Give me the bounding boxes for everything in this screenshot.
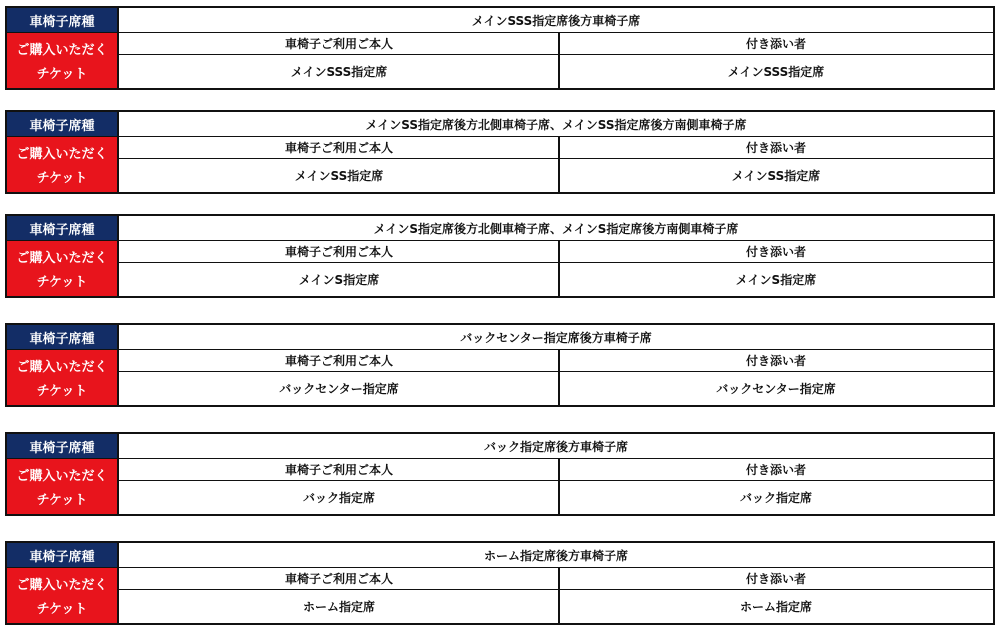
header-row <box>119 33 993 55</box>
companion-ticket: メインSSS指定席 <box>727 65 825 79</box>
row-labels <box>7 112 117 192</box>
ticket-row <box>119 481 993 514</box>
ticket-label-line2: チケット <box>36 170 88 186</box>
ticket-label-line2: チケット <box>36 601 88 617</box>
seat-type-label: 車椅子席種 <box>7 216 117 241</box>
wheelchair-user-header: 車椅子ご利用ご本人 <box>284 245 393 259</box>
ticket-label-line1: ご購入いただく <box>16 43 108 59</box>
wheelchair-user-ticket: バックセンター指定席 <box>279 382 399 396</box>
ticket-label <box>7 33 117 88</box>
ticket-label <box>7 241 117 296</box>
companion-ticket: バックセンター指定席 <box>716 382 836 396</box>
column-divider <box>558 137 560 192</box>
seat-block-ss <box>5 110 995 194</box>
companion-header: 付き添い者 <box>745 354 806 368</box>
seat-block-home <box>5 541 995 625</box>
row-labels <box>7 8 117 88</box>
wheelchair-user-header: 車椅子ご利用ご本人 <box>284 463 393 477</box>
companion-header: 付き添い者 <box>745 463 806 477</box>
wheelchair-user-ticket: メインSS指定席 <box>294 169 384 183</box>
companion-ticket: メインSS指定席 <box>731 169 821 183</box>
seat-type-label: 車椅子席種 <box>7 112 117 137</box>
header-row <box>119 241 993 263</box>
wheelchair-user-header: 車椅子ご利用ご本人 <box>284 37 393 51</box>
companion-header: 付き添い者 <box>745 141 806 155</box>
wheelchair-user-ticket: メインS指定席 <box>298 273 380 287</box>
seat-info <box>119 325 993 405</box>
seat-info <box>119 543 993 623</box>
companion-header: 付き添い者 <box>745 572 806 586</box>
header-row <box>119 350 993 372</box>
companion-ticket: バック指定席 <box>739 491 812 505</box>
column-divider <box>558 241 560 296</box>
wheelchair-user-ticket: バック指定席 <box>302 491 375 505</box>
ticket-label-line2: チケット <box>36 383 88 399</box>
ticket-label <box>7 568 117 623</box>
seat-block-s <box>5 214 995 298</box>
seat-type-title: メインS指定席後方北側車椅子席、メインS指定席後方南側車椅子席 <box>119 216 993 241</box>
row-labels <box>7 434 117 514</box>
ticket-row <box>119 263 993 296</box>
header-row <box>119 568 993 590</box>
seat-type-title: メインSS指定席後方北側車椅子席、メインSS指定席後方南側車椅子席 <box>119 112 993 137</box>
seat-info <box>119 112 993 192</box>
row-labels <box>7 543 117 623</box>
ticket-label <box>7 350 117 405</box>
seat-type-label: 車椅子席種 <box>7 434 117 459</box>
column-divider <box>558 33 560 88</box>
seat-type-label: 車椅子席種 <box>7 543 117 568</box>
ticket-label-line2: チケット <box>36 274 88 290</box>
ticket-row <box>119 372 993 405</box>
ticket-label <box>7 459 117 514</box>
companion-ticket: メインS指定席 <box>735 273 817 287</box>
companion-header: 付き添い者 <box>745 37 806 51</box>
wheelchair-user-header: 車椅子ご利用ご本人 <box>284 354 393 368</box>
seat-block-sss <box>5 6 995 90</box>
ticket-label-line1: ご購入いただく <box>16 360 108 376</box>
companion-header: 付き添い者 <box>745 245 806 259</box>
header-row <box>119 459 993 481</box>
row-labels <box>7 216 117 296</box>
ticket-label <box>7 137 117 192</box>
column-divider <box>558 459 560 514</box>
ticket-label-line2: チケット <box>36 492 88 508</box>
seat-info <box>119 8 993 88</box>
ticket-row <box>119 55 993 88</box>
seat-type-title: ホーム指定席後方車椅子席 <box>119 543 993 568</box>
seat-type-title: メインSSS指定席後方車椅子席 <box>119 8 993 33</box>
seat-type-label: 車椅子席種 <box>7 8 117 33</box>
header-row <box>119 137 993 159</box>
seat-block-back-center <box>5 323 995 407</box>
wheelchair-user-header: 車椅子ご利用ご本人 <box>284 141 393 155</box>
column-divider <box>558 350 560 405</box>
seat-type-title: バック指定席後方車椅子席 <box>119 434 993 459</box>
ticket-row <box>119 590 993 623</box>
ticket-label-line1: ご購入いただく <box>16 578 108 594</box>
seat-info <box>119 216 993 296</box>
ticket-row <box>119 159 993 192</box>
seat-type-label: 車椅子席種 <box>7 325 117 350</box>
seat-info <box>119 434 993 514</box>
column-divider <box>558 568 560 623</box>
wheelchair-user-ticket: ホーム指定席 <box>302 600 375 614</box>
seat-type-title: バックセンター指定席後方車椅子席 <box>119 325 993 350</box>
companion-ticket: ホーム指定席 <box>739 600 812 614</box>
ticket-label-line1: ご購入いただく <box>16 147 108 163</box>
seat-block-back <box>5 432 995 516</box>
ticket-label-line2: チケット <box>36 66 88 82</box>
wheelchair-user-header: 車椅子ご利用ご本人 <box>284 572 393 586</box>
ticket-label-line1: ご購入いただく <box>16 469 108 485</box>
ticket-label-line1: ご購入いただく <box>16 251 108 267</box>
wheelchair-user-ticket: メインSSS指定席 <box>290 65 388 79</box>
row-labels <box>7 325 117 405</box>
